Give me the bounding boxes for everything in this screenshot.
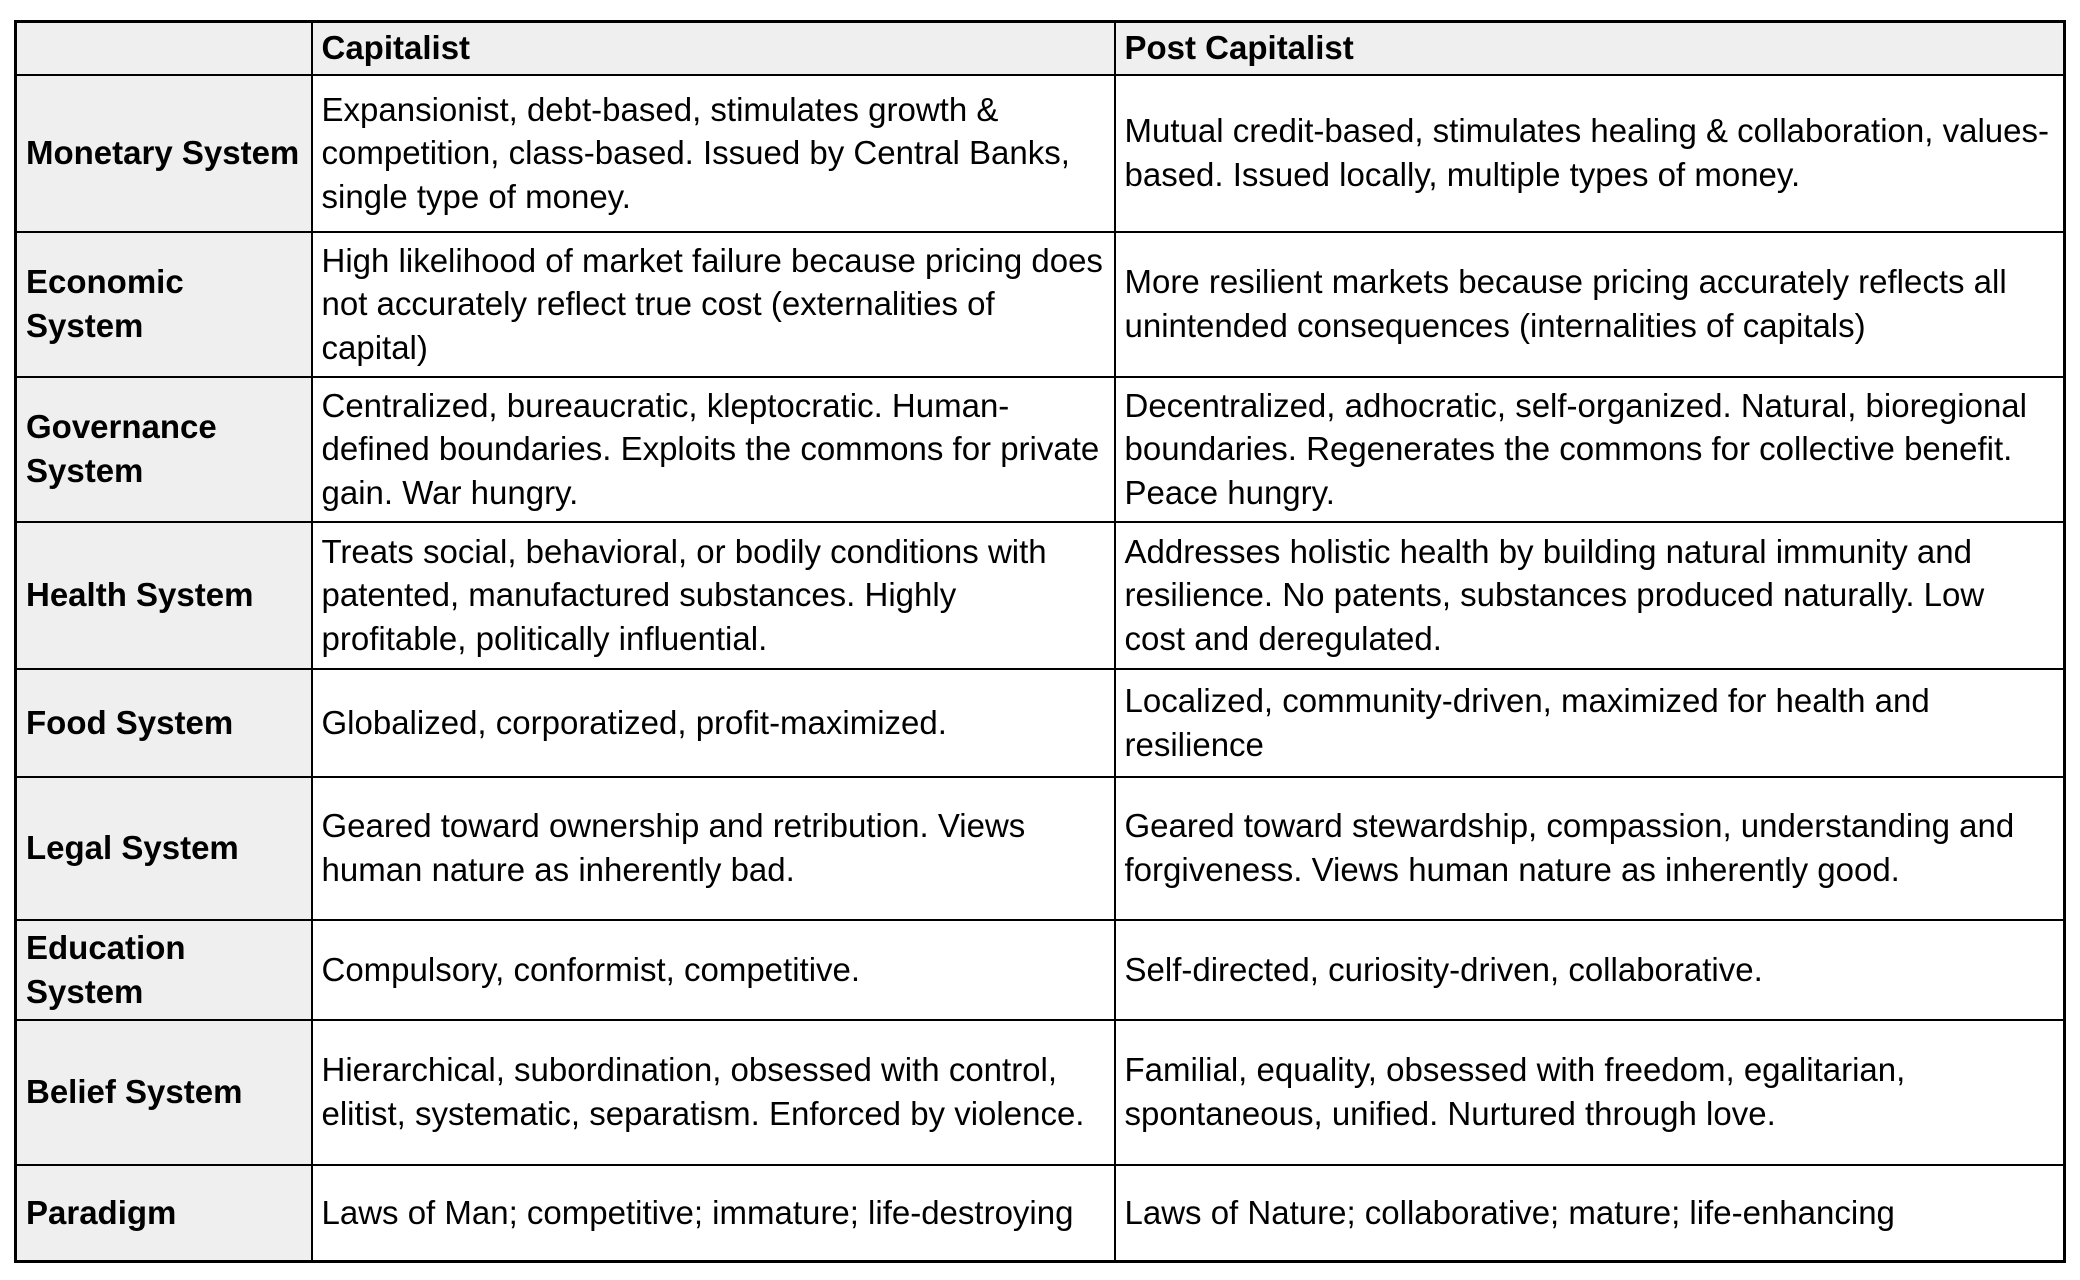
table-row-governance-system — [16, 377, 2065, 522]
table-row-health-system — [16, 522, 2065, 669]
capitalist-cell-legal-system: Geared toward ownership and retribution. Views human nature as inherently bad. — [312, 777, 1115, 920]
capitalist-cell-food-system: Globalized, corporatized, profit-maximized. — [312, 669, 1115, 777]
row-label-legal-system: Legal System — [16, 777, 312, 920]
post-capitalist-cell-belief-system: Familial, equality, obsessed with freedom, egalitarian, spontaneous, unified. Nurtured through love. — [1115, 1020, 2065, 1165]
column-header-post-capitalist: Post Capitalist — [1115, 22, 2065, 75]
row-label-monetary-system: Monetary System — [16, 75, 312, 232]
table-row-paradigm — [16, 1165, 2065, 1262]
capitalist-cell-health-system: Treats social, behavioral, or bodily conditions with patented, manufactured substances. Highly profitable, politically influential. — [312, 522, 1115, 669]
column-header-capitalist: Capitalist — [312, 22, 1115, 75]
document-page — [14, 20, 2066, 1263]
header-row — [16, 22, 2065, 75]
capitalist-cell-belief-system: Hierarchical, subordination, obsessed with control, elitist, systematic, separatism. Enforced by violence. — [312, 1020, 1115, 1165]
capitalist-cell-monetary-system: Expansionist, debt-based, stimulates growth & competition, class-based. Issued by Central Banks, single type of money. — [312, 75, 1115, 232]
row-label-economic-system: Economic System — [16, 232, 312, 377]
row-label-belief-system: Belief System — [16, 1020, 312, 1165]
capitalist-cell-education-system: Compulsory, conformist, competitive. — [312, 920, 1115, 1020]
post-capitalist-cell-health-system: Addresses holistic health by building natural immunity and resilience. No patents, substances produced naturally. Low cost and deregulated. — [1115, 522, 2065, 669]
row-label-health-system: Health System — [16, 522, 312, 669]
post-capitalist-cell-education-system: Self-directed, curiosity-driven, collaborative. — [1115, 920, 2065, 1020]
post-capitalist-cell-governance-system: Decentralized, adhocratic, self-organized. Natural, bioregional boundaries. Regenerates the commons for collective benefit. Peace hungry. — [1115, 377, 2065, 522]
comparison-table — [14, 20, 2066, 1263]
row-label-governance-system: Governance System — [16, 377, 312, 522]
table-row-monetary-system — [16, 75, 2065, 232]
post-capitalist-cell-economic-system: More resilient markets because pricing accurately reflects all unintended consequences (internalities of capitals) — [1115, 232, 2065, 377]
row-label-paradigm: Paradigm — [16, 1165, 312, 1262]
post-capitalist-cell-paradigm: Laws of Nature; collaborative; mature; life-enhancing — [1115, 1165, 2065, 1262]
table-row-education-system — [16, 920, 2065, 1020]
table-row-legal-system — [16, 777, 2065, 920]
table-row-food-system — [16, 669, 2065, 777]
post-capitalist-cell-monetary-system: Mutual credit-based, stimulates healing & collaboration, values-based. Issued locally, multiple types of money. — [1115, 75, 2065, 232]
post-capitalist-cell-food-system: Localized, community-driven, maximized for health and resilience — [1115, 669, 2065, 777]
row-label-food-system: Food System — [16, 669, 312, 777]
row-label-education-system: Education System — [16, 920, 312, 1020]
capitalist-cell-governance-system: Centralized, bureaucratic, kleptocratic. Human-defined boundaries. Exploits the commons for private gain. War hungry. — [312, 377, 1115, 522]
post-capitalist-cell-legal-system: Geared toward stewardship, compassion, understanding and forgiveness. Views human nature as inherently good. — [1115, 777, 2065, 920]
capitalist-cell-economic-system: High likelihood of market failure because pricing does not accurately reflect true cost (externalities of capital) — [312, 232, 1115, 377]
corner-cell — [16, 22, 312, 75]
capitalist-cell-paradigm: Laws of Man; competitive; immature; life-destroying — [312, 1165, 1115, 1262]
table-row-belief-system — [16, 1020, 2065, 1165]
table-row-economic-system — [16, 232, 2065, 377]
